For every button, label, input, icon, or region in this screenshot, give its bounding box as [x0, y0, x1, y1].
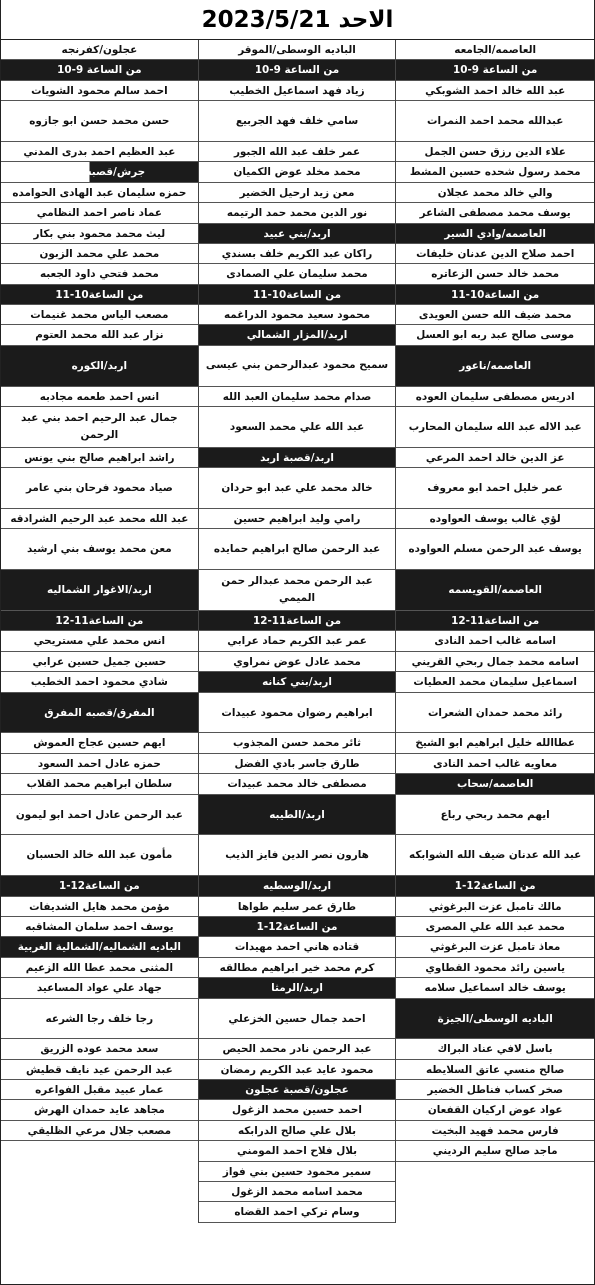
column-header: عجلون/كفرنجه	[1, 40, 198, 60]
name-cell: جمال عبد الرحيم احمد بني عبد الرحمن	[1, 407, 198, 448]
name-cell: ثائر محمد حسن المجذوب	[199, 733, 396, 753]
section-header: اربد/الاغوار الشماليه	[1, 570, 198, 611]
name-cell: عبد الله محمد عبد الرحيم الشرادقه	[1, 509, 198, 529]
section-header: العاصمه/القويسمه	[396, 570, 594, 611]
section-header: الباديه الشماليه/الشمالية الغربية	[1, 937, 198, 957]
section-header: اربد/الكوره	[1, 346, 198, 387]
name-cell: مأمون عبد الله خالد الحسبان	[1, 835, 198, 876]
section-header: من الساعة 9-10	[396, 60, 594, 80]
name-cell: عبد الرحمن نادر محمد الحيص	[199, 1039, 396, 1059]
name-cell: وسام تركي احمد القضاه	[199, 1202, 396, 1222]
section-header: من الساعة11-12	[1, 611, 198, 631]
name-cell: كرم محمد خير ابراهيم مطالقه	[199, 958, 396, 978]
name-cell: احمد حسين محمد الزغول	[199, 1100, 396, 1120]
name-cell: زياد فهد اسماعيل الخطيب	[199, 81, 396, 101]
name-cell: يوسف عبد الرحمن مسلم العواوده	[396, 529, 594, 570]
name-cell: محمود عايد عبد الكريم رمضان	[199, 1060, 396, 1080]
name-cell: محمد ضيف الله حسن العويدى	[396, 305, 594, 325]
name-cell: احمد صلاح الدين عدنان خليفات	[396, 244, 594, 264]
name-cell: جهاد علي عواد المساعيد	[1, 978, 198, 998]
section-header: عجلون/قصبة عجلون	[199, 1080, 396, 1100]
section-header: من الساعة11-12	[199, 611, 396, 631]
name-cell: صخر كساب فناطل الخضير	[396, 1080, 594, 1100]
name-cell: مصطفى خالد محمد عبيدات	[199, 774, 396, 794]
column	[1, 40, 199, 1223]
name-cell: يوسف خالد اسماعيل سلامه	[396, 978, 594, 998]
columns-container	[1, 40, 594, 1223]
name-cell: سميح محمود عبدالرحمن بني عيسى	[199, 346, 396, 387]
name-cell: راشد ابراهيم صالح بني يونس	[1, 448, 198, 468]
name-cell: انس محمد علي مستريحي	[1, 631, 198, 651]
name-cell: خالد محمد علي عبد ابو حردان	[199, 468, 396, 509]
name-cell: باسل لافي عناد البراك	[396, 1039, 594, 1059]
name-cell: ايهم محمد ربحي رباع	[396, 795, 594, 836]
name-cell: نور الدين محمد حمد الرتيمه	[199, 203, 396, 223]
name-cell: عبد الرحمن عادل احمد ابو ليمون	[1, 795, 198, 836]
section-header: جرش/قصبه جرش	[1, 162, 198, 182]
name-cell: لؤي غالب يوسف العواوده	[396, 509, 594, 529]
section-header: اربد/بني كنانه	[199, 672, 396, 692]
name-cell: عبد الرحمن عيد نايف قطيش	[1, 1060, 198, 1080]
section-header: المفرق/قصبه المفرق	[1, 693, 198, 734]
name-cell: عبد الرحمن صالح ابراهيم حمايده	[199, 529, 396, 570]
name-cell: حسين جميل حسين عرابي	[1, 652, 198, 672]
section-header: من الساعة11-12	[396, 611, 594, 631]
name-cell: عبد الله علي محمد السعود	[199, 407, 396, 448]
section-header: من الساعة 9-10	[1, 60, 198, 80]
name-cell: محمد اسامه محمد الزغول	[199, 1182, 396, 1202]
name-cell: موسى صالح عبد ربه ابو العسل	[396, 325, 594, 345]
section-header: من الساعة12-1	[199, 917, 396, 937]
name-cell: ابراهيم رضوان محمود عبيدات	[199, 693, 396, 734]
name-cell: يوسف احمد سلمان المشاقبه	[1, 917, 198, 937]
name-cell: سعد محمد عوده الزريق	[1, 1039, 198, 1059]
section-header: اربد/قصبة اربد	[199, 448, 396, 468]
section-header: من الساعة 9-10	[199, 60, 396, 80]
section-header: اربد/الرمثا	[199, 978, 396, 998]
name-cell: عبد العظيم احمد بدرى المدني	[1, 142, 198, 162]
name-cell: رجا خلف رجا الشرعه	[1, 999, 198, 1040]
name-cell: طارق عمر سليم طواها	[199, 897, 396, 917]
name-cell: محمد رسول شحده حسين المشط	[396, 162, 594, 182]
name-cell: محمد فتحي داود الجعبه	[1, 264, 198, 284]
section-header: اربد/بني عبيد	[199, 224, 396, 244]
name-cell: نزار عبد الله محمد العتوم	[1, 325, 198, 345]
name-cell: فارس محمد فهيد البخيت	[396, 1121, 594, 1141]
section-header: من الساعة10-11	[199, 285, 396, 305]
name-cell: احمد جمال حسين الخزعلي	[199, 999, 396, 1040]
name-cell: محمد سليمان علي الصمادى	[199, 264, 396, 284]
name-cell: عمر عبد الكريم حماد عرابي	[199, 631, 396, 651]
name-cell: ليث محمد محمود بني بكار	[1, 224, 198, 244]
name-cell: حمزه سليمان عبد الهادى الحوامده	[1, 183, 198, 203]
section-header: من الساعة12-1	[396, 876, 594, 896]
name-cell: مالك تامبل عزت البرغوثي	[396, 897, 594, 917]
section-header: اربد/الوسطيه	[199, 876, 396, 896]
section-header: العاصمه/سحاب	[396, 774, 594, 794]
name-cell: حسن محمد حسن ابو جازوه	[1, 101, 198, 142]
name-cell: عمر خليل احمد ابو معروف	[396, 468, 594, 509]
name-cell: اسماعيل سليمان محمد العطيات	[396, 672, 594, 692]
name-cell: قتاده هاني احمد مهيدات	[199, 937, 396, 957]
name-cell: محمد علي محمد الزبون	[1, 244, 198, 264]
name-cell: محمد عبد الله علي المصرى	[396, 917, 594, 937]
section-header: من الساعة10-11	[396, 285, 594, 305]
name-cell: محمد عادل عوض نمراوي	[199, 652, 396, 672]
name-cell: بلال علي صالح الدرابكه	[199, 1121, 396, 1141]
name-cell: شادي محمود احمد الخطيب	[1, 672, 198, 692]
name-cell: معاذ تامبل عزت البرغوثي	[396, 937, 594, 957]
name-cell: ماجد صالح سليم الرديني	[396, 1141, 594, 1161]
column-header: الباديه الوسطى/الموقر	[199, 40, 396, 60]
name-cell: والي خالد محمد عجلان	[396, 183, 594, 203]
name-cell: طارق جاسر بادي الفضل	[199, 754, 396, 774]
name-cell: عمر خلف عبد الله الجبور	[199, 142, 396, 162]
name-cell: معن زيد ارحيل الخضير	[199, 183, 396, 203]
name-cell: سمير محمود حسين بني فواز	[199, 1162, 396, 1182]
name-cell: عبد الاله عبد الله سليمان المحارب	[396, 407, 594, 448]
name-cell: عبد الله خالد احمد الشوبكي	[396, 81, 594, 101]
section-header: من الساعة12-1	[1, 876, 198, 896]
column	[396, 40, 594, 1223]
name-cell: رائد محمد حمدان الشعرات	[396, 693, 594, 734]
name-cell: عماد ناصر احمد النظامي	[1, 203, 198, 223]
name-cell: مؤمن محمد هايل الشديفات	[1, 897, 198, 917]
section-header: من الساعة10-11	[1, 285, 198, 305]
name-cell: صدام محمد سليمان العبد الله	[199, 387, 396, 407]
name-cell: حمزه عادل احمد السعود	[1, 754, 198, 774]
name-cell: محمد خالد حسن الزعاتره	[396, 264, 594, 284]
name-cell: علاء الدين رزق حسن الجمل	[396, 142, 594, 162]
name-cell: عبد الرحمن محمد عبدالر حمن الميمي	[199, 570, 396, 611]
column	[199, 40, 397, 1223]
section-header: الباديه الوسطى/الجيزة	[396, 999, 594, 1040]
name-cell: اسامه غالب احمد النادى	[396, 631, 594, 651]
name-cell: صياد محمود فرحان بني عامر	[1, 468, 198, 509]
name-cell: معاويه غالب احمد النادى	[396, 754, 594, 774]
name-cell: ايهم حسين عجاج العموش	[1, 733, 198, 753]
column-header: العاصمه/الجامعه	[396, 40, 594, 60]
name-cell: اسامه محمد جمال ربحي القريني	[396, 652, 594, 672]
name-cell: بلال فلاح احمد المومني	[199, 1141, 396, 1161]
name-cell: راكان عبد الكريم خلف بسندي	[199, 244, 396, 264]
name-cell: سامي خلف فهد الجربيع	[199, 101, 396, 142]
name-cell: عبد الله عدنان ضيف الله الشوابكه	[396, 835, 594, 876]
name-cell: المثنى محمد عطا الله الزعيم	[1, 958, 198, 978]
name-cell: عز الدين خالد احمد المرعي	[396, 448, 594, 468]
name-cell: مصعب الياس محمد غنيمات	[1, 305, 198, 325]
name-cell: عبدالله محمد احمد النمرات	[396, 101, 594, 142]
name-cell: مصعب جلال مرعي الظليقي	[1, 1121, 198, 1141]
name-cell: عطاالله خليل ابراهيم ابو الشيخ	[396, 733, 594, 753]
name-cell: عواد عوض اركيان القفعان	[396, 1100, 594, 1120]
name-cell: رامي وليد ابراهيم حسين	[199, 509, 396, 529]
name-cell: عمار عبيد مقبل الفواعره	[1, 1080, 198, 1100]
section-header: اربد/الطيبه	[199, 795, 396, 836]
section-header: العاصمه/وادي السير	[396, 224, 594, 244]
name-cell: مجاهد عايد حمدان الهرش	[1, 1100, 198, 1120]
name-cell: يوسف محمد مصطفى الشاعر	[396, 203, 594, 223]
name-cell: محمود سعيد محمود الدراغمه	[199, 305, 396, 325]
name-cell: صالح منسي عاتق السلايطه	[396, 1060, 594, 1080]
page-title: الاحد 2023/5/21	[1, 0, 594, 40]
name-cell: هارون نصر الدين فايز الذيب	[199, 835, 396, 876]
name-cell: احمد سالم محمود الشويات	[1, 81, 198, 101]
section-header: اربد/المزار الشمالي	[199, 325, 396, 345]
name-cell: سلطان ابراهيم محمد القلاب	[1, 774, 198, 794]
name-cell: انس احمد طعمه مجادبه	[1, 387, 198, 407]
name-cell: ادريس مصطفى سليمان العوده	[396, 387, 594, 407]
name-cell: محمد مخلد عوض الكميان	[199, 162, 396, 182]
name-cell: معن محمد يوسف بني ارشيد	[1, 529, 198, 570]
name-cell: ياسين رائد محمود القطاوي	[396, 958, 594, 978]
section-header: العاصمه/ناعور	[396, 346, 594, 387]
